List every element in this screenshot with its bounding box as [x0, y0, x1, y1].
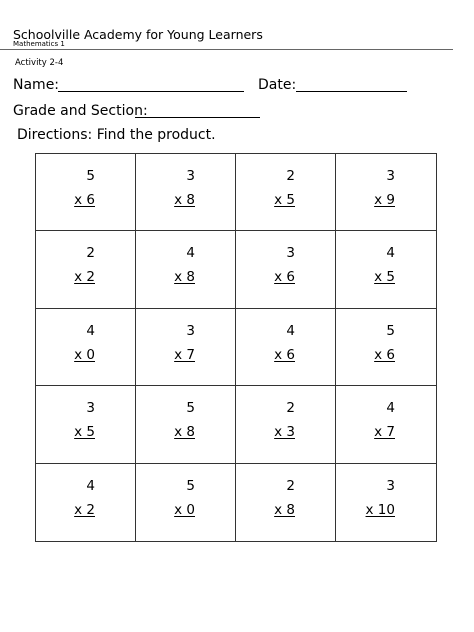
date-label: Date: — [258, 77, 297, 93]
school-name: Schoolville Academy for Young Learners — [13, 27, 263, 42]
problem-multiplier-text: x 5 — [274, 192, 295, 208]
problem-top-text: 5 — [186, 400, 195, 417]
problem-top-number — [136, 245, 235, 261]
problem-top-number — [136, 400, 235, 416]
problem-multiplier-text: x 7 — [374, 424, 395, 441]
problem-multiplier — [136, 347, 235, 363]
problem-top-number — [336, 478, 436, 494]
problem-cell — [336, 309, 436, 386]
problem-top-number — [36, 478, 135, 494]
problem-cell — [36, 464, 136, 541]
problem-multiplier — [36, 269, 135, 285]
problem-multiplier — [36, 347, 135, 363]
problem-top-number — [36, 245, 135, 261]
problem-top-text: 2 — [86, 245, 95, 262]
name-blank[interactable] — [58, 91, 244, 92]
problem-multiplier-text: x 3 — [274, 424, 295, 441]
problem-top-text: 5 — [86, 168, 95, 184]
problem-cell — [36, 231, 136, 308]
problem-top-text: 2 — [286, 400, 295, 417]
problem-top-text: 5 — [386, 322, 395, 339]
subject-label: Mathematics 1 — [13, 40, 65, 48]
problem-top-number — [136, 478, 235, 494]
problem-multiplier-text: x 6 — [74, 192, 95, 208]
problem-multiplier-text: x 6 — [274, 269, 295, 286]
problem-cell — [336, 154, 436, 231]
problem-top-number — [236, 478, 335, 494]
problem-multiplier — [336, 502, 436, 518]
problem-multiplier-text: x 0 — [174, 501, 195, 518]
problem-top-number — [36, 323, 135, 339]
problem-multiplier-text: x 0 — [74, 346, 95, 363]
problem-top-number — [36, 400, 135, 416]
problem-multiplier-text: x 7 — [174, 346, 195, 363]
problem-cell — [336, 231, 436, 308]
problem-multiplier — [236, 424, 335, 440]
grade-section-blank[interactable] — [135, 117, 260, 118]
problem-top-number — [336, 245, 436, 261]
problem-cell — [136, 309, 236, 386]
problem-top-text: 3 — [86, 400, 95, 417]
problem-top-text: 3 — [386, 477, 395, 494]
problem-top-number — [236, 168, 335, 184]
problem-cell — [236, 154, 336, 231]
problem-top-text: 4 — [86, 322, 95, 339]
problem-multiplier-text: x 5 — [74, 424, 95, 441]
problem-grid — [35, 153, 437, 542]
problem-top-number — [236, 245, 335, 261]
problem-top-text: 4 — [86, 477, 95, 494]
problem-multiplier-text: x 2 — [74, 501, 95, 518]
problem-top-number — [136, 168, 235, 184]
problem-multiplier — [236, 502, 335, 518]
problem-top-number — [336, 168, 436, 184]
problem-multiplier — [36, 502, 135, 518]
problem-multiplier — [236, 269, 335, 285]
problem-multiplier-text: x 9 — [374, 192, 395, 208]
problem-top-number — [336, 400, 436, 416]
problem-multiplier-text: x 8 — [174, 192, 195, 208]
problem-cell — [336, 386, 436, 463]
problem-cell — [136, 386, 236, 463]
problem-multiplier-text: x 6 — [374, 346, 395, 363]
problem-top-number — [336, 323, 436, 339]
problem-cell — [136, 231, 236, 308]
problem-multiplier-text: x 8 — [174, 269, 195, 286]
problem-top-number — [36, 168, 135, 184]
problem-multiplier — [36, 192, 135, 208]
problem-top-text: 3 — [386, 168, 395, 184]
problem-multiplier — [336, 192, 436, 208]
problem-cell — [236, 464, 336, 541]
problem-top-number — [236, 323, 335, 339]
problem-multiplier — [336, 424, 436, 440]
problem-cell — [236, 231, 336, 308]
problem-multiplier — [236, 192, 335, 208]
problem-multiplier — [136, 424, 235, 440]
date-blank[interactable] — [296, 91, 407, 92]
problem-cell — [336, 464, 436, 541]
problem-top-text: 2 — [286, 168, 295, 184]
problem-top-text: 4 — [286, 322, 295, 339]
problem-top-text: 4 — [186, 245, 195, 262]
problem-multiplier — [336, 347, 436, 363]
problem-cell — [236, 386, 336, 463]
activity-label: Activity 2-4 — [15, 58, 64, 68]
problem-multiplier-text: x 2 — [74, 269, 95, 286]
problem-cell — [236, 309, 336, 386]
problem-multiplier-text: x 10 — [365, 501, 395, 518]
problem-cell — [136, 464, 236, 541]
problem-multiplier — [136, 269, 235, 285]
problem-top-number — [236, 400, 335, 416]
problem-multiplier-text: x 8 — [174, 424, 195, 441]
directions: Directions: Find the product. — [17, 127, 216, 143]
grade-section-label: Grade and Section: — [13, 103, 148, 119]
problem-multiplier-text: x 6 — [274, 346, 295, 363]
problem-cell — [36, 386, 136, 463]
problem-multiplier-text: x 5 — [374, 269, 395, 286]
problem-multiplier — [236, 347, 335, 363]
name-label: Name: — [13, 77, 60, 93]
problem-top-text: 4 — [386, 245, 395, 262]
problem-cell — [36, 309, 136, 386]
problem-top-text: 3 — [186, 168, 195, 184]
header-divider — [0, 49, 453, 50]
problem-top-text: 5 — [186, 477, 195, 494]
problem-top-text: 4 — [386, 400, 395, 417]
problem-multiplier — [36, 424, 135, 440]
problem-top-text: 3 — [286, 245, 295, 262]
problem-cell — [36, 154, 136, 231]
problem-multiplier-text: x 8 — [274, 501, 295, 518]
problem-top-text: 2 — [286, 477, 295, 494]
problem-multiplier — [136, 502, 235, 518]
problem-multiplier — [136, 192, 235, 208]
problem-multiplier — [336, 269, 436, 285]
problem-top-number — [136, 323, 235, 339]
problem-cell — [136, 154, 236, 231]
problem-top-text: 3 — [186, 322, 195, 339]
